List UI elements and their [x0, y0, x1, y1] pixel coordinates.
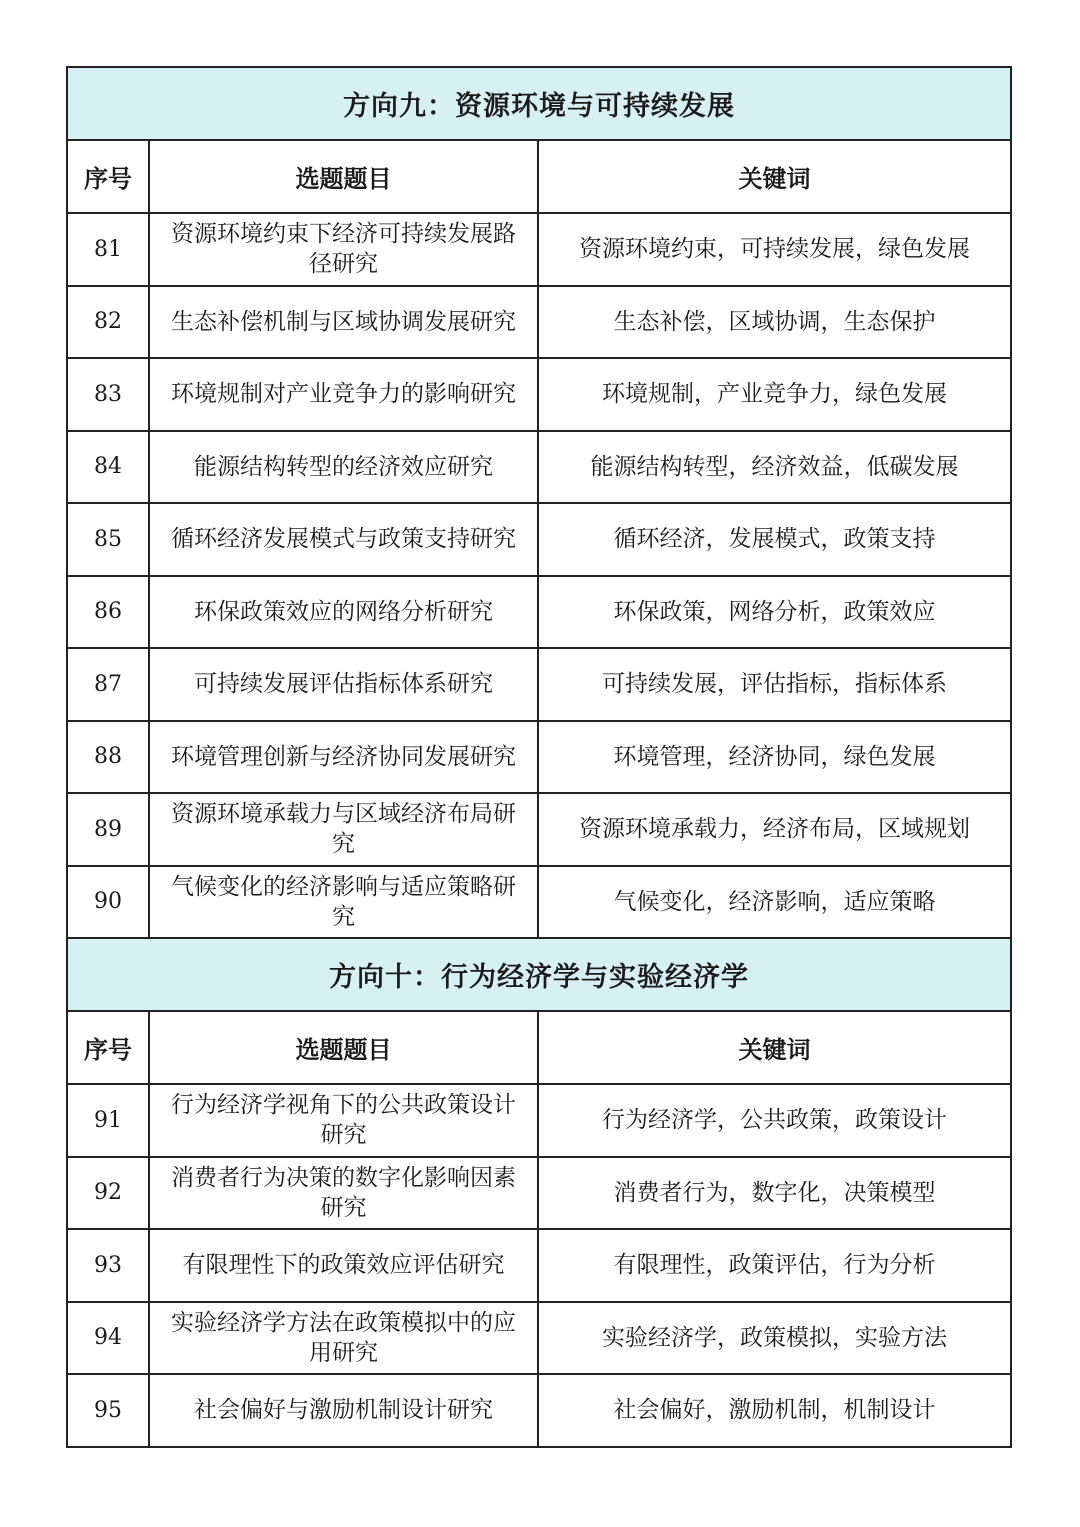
- topic-title: 资源环境承载力与区域经济布局研究: [149, 793, 538, 866]
- topic-number: 89: [67, 793, 149, 866]
- table-row: [67, 1229, 1011, 1302]
- column-header-row: [67, 1011, 1011, 1084]
- topic-keywords: 消费者行为，数字化，决策模型: [538, 1157, 1011, 1230]
- table-body: [67, 67, 1011, 1447]
- topic-title: 社会偏好与激励机制设计研究: [149, 1374, 538, 1447]
- table-row: [67, 503, 1011, 576]
- table-row: [67, 1084, 1011, 1157]
- topic-title: 有限理性下的政策效应评估研究: [149, 1229, 538, 1302]
- topic-column-header: 选题题目: [149, 1011, 538, 1084]
- number-column-header: 序号: [67, 140, 149, 213]
- table-row: [67, 358, 1011, 431]
- topic-keywords: 资源环境约束，可持续发展，绿色发展: [538, 213, 1011, 286]
- topic-number: 82: [67, 286, 149, 359]
- topic-keywords: 实验经济学，政策模拟，实验方法: [538, 1302, 1011, 1375]
- topic-keywords: 环保政策，网络分析，政策效应: [538, 576, 1011, 649]
- table-row: [67, 1302, 1011, 1375]
- topic-column-header: 选题题目: [149, 140, 538, 213]
- topic-keywords: 社会偏好，激励机制，机制设计: [538, 1374, 1011, 1447]
- table-row: [67, 721, 1011, 794]
- topic-number: 91: [67, 1084, 149, 1157]
- topic-number: 81: [67, 213, 149, 286]
- table-row: [67, 648, 1011, 721]
- topic-keywords: 资源环境承载力，经济布局，区域规划: [538, 793, 1011, 866]
- topic-number: 88: [67, 721, 149, 794]
- topic-number: 83: [67, 358, 149, 431]
- topic-keywords: 能源结构转型，经济效益，低碳发展: [538, 431, 1011, 504]
- topic-title: 气候变化的经济影响与适应策略研究: [149, 866, 538, 939]
- topic-keywords: 循环经济，发展模式，政策支持: [538, 503, 1011, 576]
- topic-title: 消费者行为决策的数字化影响因素研究: [149, 1157, 538, 1230]
- topic-keywords: 环境管理，经济协同，绿色发展: [538, 721, 1011, 794]
- number-column-header: 序号: [67, 1011, 149, 1084]
- topic-title: 环保政策效应的网络分析研究: [149, 576, 538, 649]
- table-row: [67, 576, 1011, 649]
- topic-title: 生态补偿机制与区域协调发展研究: [149, 286, 538, 359]
- topic-title: 行为经济学视角下的公共政策设计研究: [149, 1084, 538, 1157]
- table-row: [67, 286, 1011, 359]
- topic-keywords: 行为经济学，公共政策，政策设计: [538, 1084, 1011, 1157]
- table-row: [67, 1374, 1011, 1447]
- section-header-row: [67, 938, 1011, 1011]
- section-title: 方向十：行为经济学与实验经济学: [67, 938, 1011, 1011]
- topic-keywords: 环境规制，产业竞争力，绿色发展: [538, 358, 1011, 431]
- column-header-row: [67, 140, 1011, 213]
- keywords-column-header: 关键词: [538, 1011, 1011, 1084]
- topic-number: 95: [67, 1374, 149, 1447]
- topic-number: 92: [67, 1157, 149, 1230]
- topic-title: 可持续发展评估指标体系研究: [149, 648, 538, 721]
- topic-keywords: 生态补偿，区域协调，生态保护: [538, 286, 1011, 359]
- topic-title: 环境管理创新与经济协同发展研究: [149, 721, 538, 794]
- topic-title: 资源环境约束下经济可持续发展路径研究: [149, 213, 538, 286]
- research-topics-table: [66, 66, 1012, 1448]
- table-row: [67, 1157, 1011, 1230]
- topic-title: 实验经济学方法在政策模拟中的应用研究: [149, 1302, 538, 1375]
- section-header-row: [67, 67, 1011, 140]
- topic-title: 循环经济发展模式与政策支持研究: [149, 503, 538, 576]
- topic-number: 84: [67, 431, 149, 504]
- keywords-column-header: 关键词: [538, 140, 1011, 213]
- table-row: [67, 431, 1011, 504]
- topic-number: 94: [67, 1302, 149, 1375]
- topic-number: 85: [67, 503, 149, 576]
- topic-number: 93: [67, 1229, 149, 1302]
- table-row: [67, 793, 1011, 866]
- table-row: [67, 213, 1011, 286]
- topic-title: 环境规制对产业竞争力的影响研究: [149, 358, 538, 431]
- topic-title: 能源结构转型的经济效应研究: [149, 431, 538, 504]
- section-title: 方向九：资源环境与可持续发展: [67, 67, 1011, 140]
- table-row: [67, 866, 1011, 939]
- topic-number: 87: [67, 648, 149, 721]
- topic-number: 86: [67, 576, 149, 649]
- topic-number: 90: [67, 866, 149, 939]
- topic-keywords: 有限理性，政策评估，行为分析: [538, 1229, 1011, 1302]
- topic-keywords: 气候变化，经济影响，适应策略: [538, 866, 1011, 939]
- topic-keywords: 可持续发展，评估指标，指标体系: [538, 648, 1011, 721]
